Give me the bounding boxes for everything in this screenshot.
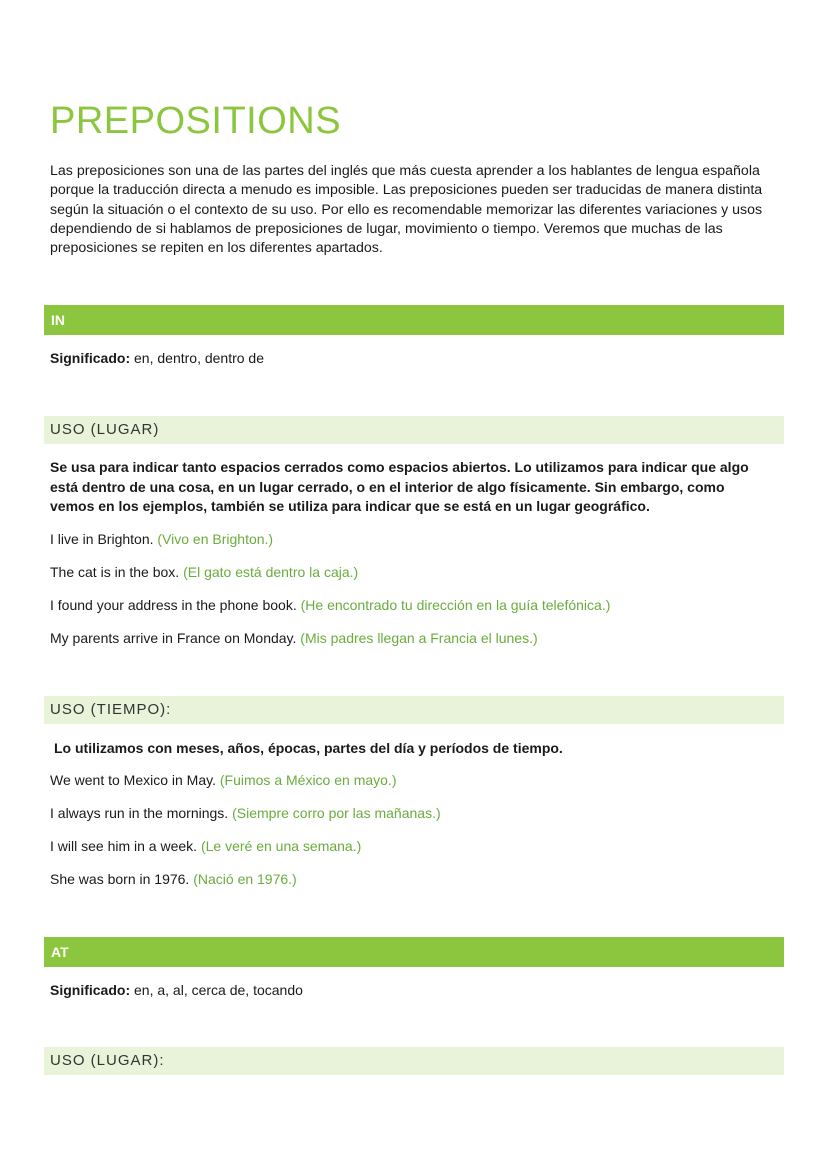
example-english: My parents arrive in France on Monday.: [50, 630, 301, 646]
meaning-label: Significado:: [50, 350, 131, 366]
use-heading-place: USO (LUGAR): [44, 416, 784, 444]
use-description-place: Se usa para indicar tanto espacios cerrados como espacios abiertos. Lo utilizamos para indicar que algo está dentro de una cosa, en un lugar cerrado, o en el interior de algo físicamente. Sin embargo, como vemos en los ejemplos, también se utiliza para indicar que se está en un lugar geográfico.: [50, 459, 749, 514]
example-line: [50, 772, 790, 788]
example-translation: (Siempre corro por las mañanas.): [232, 805, 441, 821]
example-english: I always run in the mornings.: [50, 805, 233, 821]
example-english: She was born in 1976.: [50, 871, 194, 887]
example-line: [50, 597, 790, 613]
example-english: I will see him in a week.: [50, 838, 201, 854]
section-header-at: AT: [44, 937, 784, 967]
example-line: [50, 564, 790, 580]
example-translation: (He encontrado tu dirección en la guía telefónica.): [300, 597, 611, 613]
example-line: [50, 838, 790, 854]
page-title: PREPOSITIONS: [50, 100, 342, 142]
use-heading-place-at: USO (LUGAR):: [44, 1047, 784, 1075]
example-translation: (Nació en 1976.): [193, 871, 297, 887]
example-translation: (Le veré en una semana.): [200, 838, 362, 854]
example-translation: (Vivo en Brighton.): [157, 531, 274, 547]
section-header-in: IN: [44, 305, 784, 335]
example-translation: (Mis padres llegan a Francia el lunes.): [300, 630, 538, 646]
example-translation: (Fuimos a México en mayo.): [219, 772, 397, 788]
meaning-in: [50, 350, 790, 366]
example-english: We went to Mexico in May.: [50, 772, 220, 788]
example-line: [50, 531, 790, 547]
example-line: [50, 805, 790, 821]
example-english: I found your address in the phone book.: [50, 597, 301, 613]
meaning-text: en, dentro, dentro de: [130, 350, 264, 366]
example-translation: (El gato está dentro la caja.): [183, 564, 359, 580]
meaning-text: en, a, al, cerca de, tocando: [130, 982, 303, 998]
use-heading-time: USO (TIEMPO):: [44, 696, 784, 724]
example-english: I live in Brighton.: [50, 531, 158, 547]
example-line: [50, 630, 790, 646]
meaning-at: [50, 982, 790, 998]
meaning-label: Significado:: [50, 982, 131, 998]
intro-paragraph: Las preposiciones son una de las partes del inglés que más cuesta aprender a los hablantes de lengua española porque la traducción directa a menudo es imposible. Las preposiciones pueden ser traducidas de manera distinta según la situación o el contexto de su uso. Por ello es recomendable memorizar las diferentes variaciones y usos dependiendo de si hablamos de preposiciones de lugar, movimiento o tiempo. Veremos que muchas de las preposiciones se repiten en los diferentes apartados.: [50, 163, 763, 257]
example-line: [50, 871, 790, 887]
use-description-time: Lo utilizamos con meses, años, épocas, partes del día y períodos de tiempo.: [54, 740, 563, 756]
example-english: The cat is in the box.: [50, 564, 184, 580]
